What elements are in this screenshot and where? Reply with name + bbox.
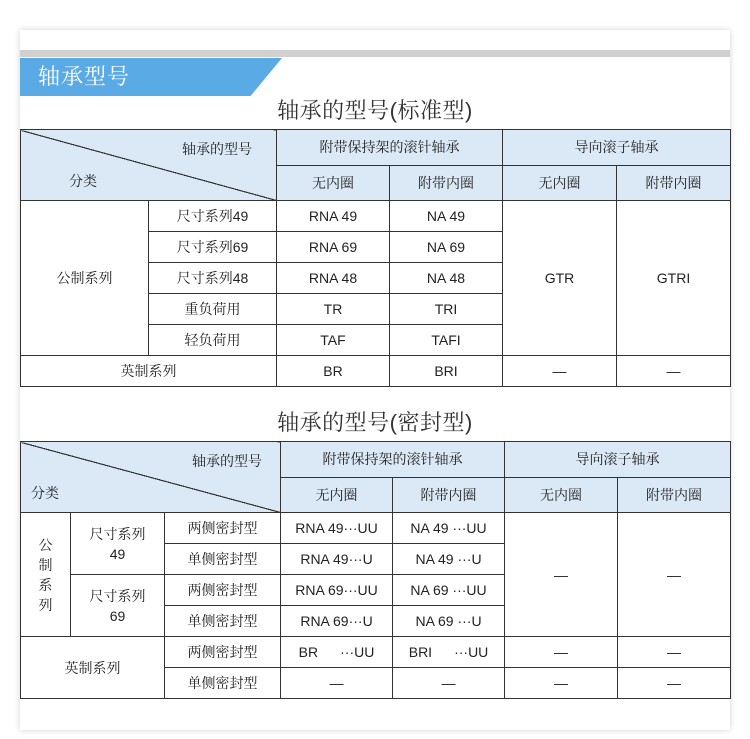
model-cell (393, 637, 505, 668)
model-cell: RNA 69···UU (281, 575, 393, 606)
model-cell: — (503, 356, 617, 387)
sealed-type-table (20, 441, 731, 699)
table-row (21, 637, 731, 668)
model-cell: RNA 49···U (281, 544, 393, 575)
section-header (20, 50, 730, 98)
model-cell: TR (277, 294, 390, 325)
seal-type-double: 两侧密封型 (165, 575, 281, 606)
table-row (21, 356, 731, 387)
header-grey-bar (20, 50, 730, 57)
guide-roller-no-inner: GTR (503, 201, 617, 356)
imperial-series-label: 英制系列 (21, 356, 277, 387)
model-cell: — (281, 668, 393, 699)
seal-type-double: 两侧密封型 (165, 513, 281, 544)
model-cell: — (505, 668, 618, 699)
guide-roller-no-inner: — (505, 513, 618, 637)
table-row (21, 201, 731, 232)
imperial-series-label: 英制系列 (21, 637, 165, 699)
model-cell: — (618, 668, 731, 699)
sub-with-inner-ring: 附带内圈 (617, 165, 731, 201)
metric-series-label: 公制系列 (21, 201, 149, 356)
metric-series-label (21, 513, 71, 637)
model-cell: — (618, 637, 731, 668)
model-cell: TAF (277, 325, 390, 356)
model-cell: RNA 69 (277, 232, 390, 263)
model-cell: RNA 69···U (281, 606, 393, 637)
row-label: 尺寸系列69 (149, 232, 277, 263)
model-cell: TAFI (390, 325, 503, 356)
diag-label-category: 分类 (69, 173, 97, 189)
model-cell: NA 49 ···U (393, 544, 505, 575)
standard-type-table (20, 129, 731, 387)
model-cell: NA 69 ···U (393, 606, 505, 637)
seal-type-double: 两侧密封型 (165, 637, 281, 668)
model-cell: RNA 48 (277, 263, 390, 294)
model-cell: NA 69 ···UU (393, 575, 505, 606)
model-prefix: BR (298, 644, 319, 660)
standard-table-title: 轴承的型号(标准型) (277, 98, 473, 123)
header-title: 轴承型号 (38, 64, 131, 89)
guide-roller-with-inner: — (618, 513, 731, 637)
sub-no-inner-ring: 无内圈 (503, 165, 617, 201)
model-cell: TRI (390, 294, 503, 325)
seal-type-single: 单侧密封型 (165, 544, 281, 575)
model-suffix: ···UU (340, 644, 375, 660)
sealed-table-title: 轴承的型号(密封型) (277, 410, 473, 435)
model-cell: RNA 49 (277, 201, 390, 232)
sub-with-inner-ring: 附带内圈 (390, 165, 503, 201)
size-series-49-label: 尺寸系列49 (89, 525, 146, 562)
size-series-49 (71, 513, 165, 575)
content-card (20, 30, 730, 730)
model-cell: — (393, 668, 505, 699)
diag-label-model: 轴承的型号 (182, 141, 252, 157)
row-label: 尺寸系列48 (149, 263, 277, 294)
row-label: 尺寸系列49 (149, 201, 277, 232)
model-cell (281, 637, 393, 668)
group-guide-roller: 导向滚子轴承 (505, 442, 731, 478)
size-series-69 (71, 575, 165, 637)
model-cell: NA 49 ···UU (393, 513, 505, 544)
model-cell: — (505, 637, 618, 668)
row-label: 轻负荷用 (149, 325, 277, 356)
table-row (21, 513, 731, 544)
model-cell: BR (277, 356, 390, 387)
seal-type-single: 单侧密封型 (165, 606, 281, 637)
diagonal-header-cell (21, 442, 281, 513)
group-needle-bearing: 附带保持架的滚针轴承 (281, 442, 505, 478)
sub-with-inner-ring: 附带内圈 (618, 477, 731, 513)
model-cell: RNA 49···UU (281, 513, 393, 544)
model-cell: BRI (390, 356, 503, 387)
guide-roller-with-inner: GTRI (617, 201, 731, 356)
diag-label-model: 轴承的型号 (192, 453, 263, 469)
metric-series-vertical: 公制系列 (38, 536, 53, 613)
size-series-69-label: 尺寸系列69 (89, 587, 146, 624)
group-guide-roller: 导向滚子轴承 (503, 130, 731, 166)
model-cell: NA 69 (390, 232, 503, 263)
diagonal-header-cell (21, 130, 277, 201)
row-label: 重负荷用 (149, 294, 277, 325)
sub-no-inner-ring: 无内圈 (281, 477, 393, 513)
sub-no-inner-ring: 无内圈 (277, 165, 390, 201)
sub-no-inner-ring: 无内圈 (505, 477, 618, 513)
diag-label-category: 分类 (31, 485, 59, 501)
model-cell: NA 49 (390, 201, 503, 232)
model-cell: NA 48 (390, 263, 503, 294)
model-cell: — (617, 356, 731, 387)
seal-type-single: 单侧密封型 (165, 668, 281, 699)
model-suffix: ···UU (454, 644, 489, 660)
sub-with-inner-ring: 附带内圈 (393, 477, 505, 513)
group-needle-bearing: 附带保持架的滚针轴承 (277, 130, 503, 166)
model-prefix: BRI (408, 644, 433, 660)
